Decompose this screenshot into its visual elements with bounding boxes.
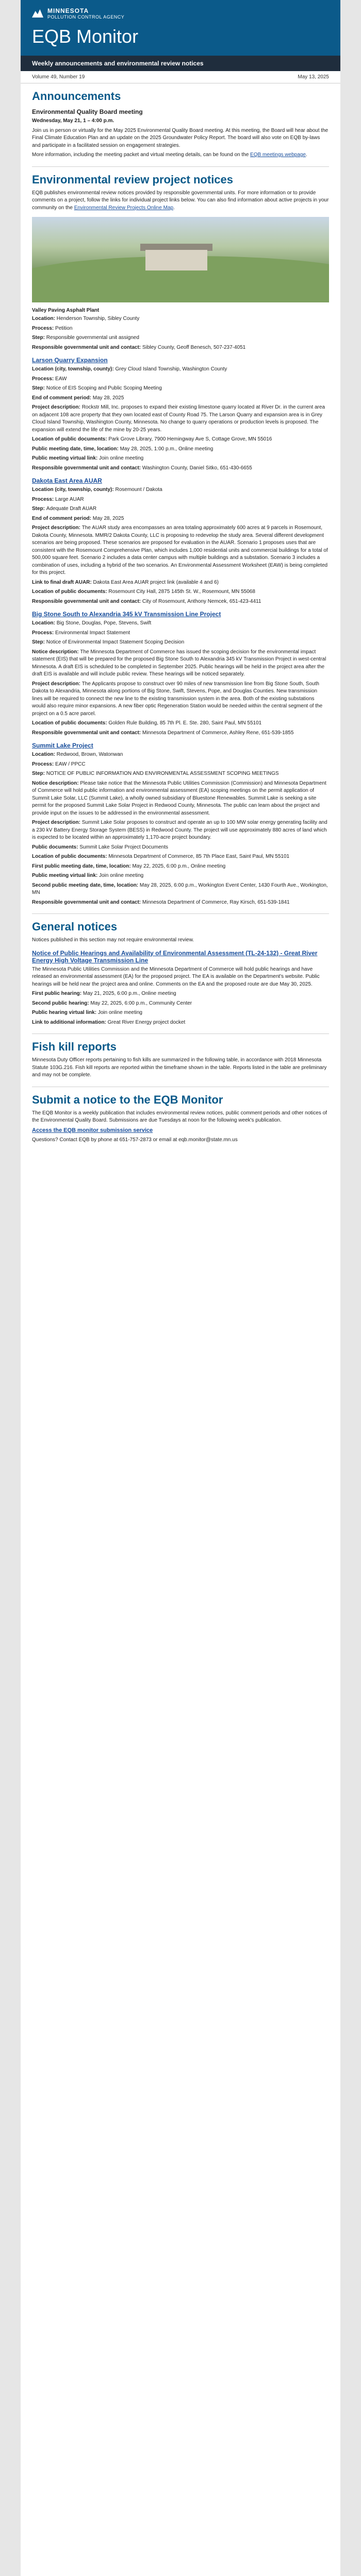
project-field: [32, 853, 329, 861]
field-label: Location (city, township, county):: [32, 366, 116, 372]
field-label: Step:: [32, 385, 46, 391]
project-title: Valley Paving Asphalt Plant: [32, 308, 100, 313]
field-value: Summit Lake Solar proposes to construct and operate an up to 100 MW solar energy generating facility and a 230 kV Battery Energy Storage System (BESS) in Redwood County. The project will use approximately 880 acres of land which is expected to be located within an approximately 1,170-acre project boundary.: [32, 820, 327, 840]
project-field: [32, 761, 329, 769]
field-value: Responsible governmental unit assigned: [46, 335, 139, 341]
field-value: Great River Energy project docket: [107, 1019, 186, 1025]
brand: [32, 7, 329, 20]
project-field: [32, 872, 329, 880]
field-value: May 21, 2025, 6:00 p.m., Online meeting: [83, 991, 176, 996]
event-title: Environmental Quality Board meeting: [32, 108, 143, 115]
field-label: End of comment period:: [32, 515, 93, 521]
field-value: Join online meeting: [99, 873, 144, 878]
project-field: [32, 751, 329, 759]
project-field: [32, 334, 329, 342]
photo-building: [145, 250, 207, 270]
project-field: [32, 579, 329, 587]
general-heading: General notices: [32, 920, 118, 933]
env-review-intro-text: EQB publishes environmental review notices provided by responsible governmental units. For more information or to provide comments on a project, follow the links for individual project links below. You can also find information about active projects in your community on the: [32, 190, 329, 211]
general-field: [32, 1009, 329, 1017]
project-field: [32, 496, 329, 504]
tagline: Weekly announcements and environmental review notices: [21, 56, 340, 71]
field-label: Public hearing virtual link:: [32, 1010, 98, 1015]
field-value: Adequate Draft AUAR: [46, 506, 97, 512]
field-label: Location of public documents:: [32, 854, 109, 859]
field-value: Rosemount City Hall, 2875 145th St. W., Rosemount, MN 55068: [108, 589, 255, 595]
general-field: [32, 1000, 329, 1008]
field-label: Public documents:: [32, 844, 80, 850]
project-field: [32, 486, 329, 494]
project-field: [32, 649, 329, 679]
field-value: The AUAR study area encompasses an area totaling approximately 600 acres at 9 parcels in Rosemount, Dakota County, Minnesota. MMR/2 Dakota County, LLC is proposing to redevelop the study area. Several different development scenarios are being proposed. These scenarios are proposed for evaluation in the AUAR. Scenario 1 proposes uses that are consistent with the Rosemount Comprehensive Plan, which includes 1,000 residential units and commercial buildings for a total of 500,000 square feet. Scenario 2 includes a data center campus with multiple buildings and a substation. Scenario 3 includes a combination of uses, including a hybrid of the two scenarios. An Environmental Assessment Worksheet (EAW) is being completed for this project.: [32, 525, 328, 575]
field-value: May 28, 2025, 1:00 p.m., Online meeting: [120, 446, 214, 452]
field-label: Responsible governmental unit and contact:: [32, 730, 142, 736]
general-field: [32, 990, 329, 998]
field-value: Join online meeting: [99, 455, 144, 461]
field-value: Big Stone, Douglas, Pope, Stevens, Swift: [56, 620, 152, 626]
field-label: Project description:: [32, 820, 82, 825]
project-field: [32, 315, 329, 323]
project-field: [32, 465, 329, 472]
field-value: Summit Lake Solar Project Documents: [79, 844, 168, 850]
field-label: Notice description:: [32, 649, 80, 655]
field-label: Responsible governmental unit and contact:: [32, 344, 142, 350]
divider: [32, 1033, 329, 1034]
submit-body: The EQB Monitor is a weekly publication that includes environmental review notices, public comment periods and other notices of the Environmental Quality Board. Submissions are due Tuesdays at noon for the following week's publication.: [32, 1110, 327, 1123]
project-field: [32, 376, 329, 383]
project-field: [32, 863, 329, 871]
divider: [32, 166, 329, 167]
project-field: [32, 515, 329, 523]
field-value: The Minnesota Department of Commerce has issued the scoping decision for the environmental impact statement (EIS) that will be prepared for the proposed Big Stone South to Alexandria 345 kV Transmission Project in west-central Minnesota. A draft EIS is scheduled to be completed in September 2025. Public hearings will be held in the project area after the draft EIS is available and will include public review. These hearings will be noticed separately.: [32, 649, 326, 677]
field-value: Notice of Environmental Impact Statement Scoping Decision: [46, 639, 185, 645]
field-label: Public meeting date, time, location:: [32, 446, 120, 452]
project-field: [32, 780, 329, 818]
project-field: [32, 720, 329, 727]
field-label: Location of public documents:: [32, 589, 109, 595]
issue-meta: [21, 71, 340, 83]
event-body: Join us in person or virtually for the May 2025 Environmental Quality Board meeting. At this meeting, the Board will hear about the Final Climate Education Plan and an update on the 2025 Groundwater Policy Report. The board will also vote on EQB by-laws and participate in a facilitated session on engagement strategies.: [32, 127, 329, 148]
project-field: [32, 325, 329, 333]
project-item: [32, 357, 329, 472]
project-field: [32, 882, 329, 897]
field-value: Rosemount / Dakota: [115, 487, 162, 493]
project-item: [32, 308, 329, 351]
general-notice-body: The Minnesota Public Utilities Commission and the Minnesota Department of Commerce will hold public hearings and have released an environmental assessment (EA) for the proposed project. The EA is available on the Department's website. Public hearings will be held near the project area and online. Comments on the EA and the proposed route are due May 30, 2025.: [32, 966, 320, 987]
field-value: Redwood, Brown, Watonwan: [56, 752, 123, 757]
project-field: [32, 770, 329, 778]
project-field: [32, 404, 329, 434]
project-title-link[interactable]: Dakota East Area AUAR: [32, 477, 102, 484]
project-field: [32, 385, 329, 393]
newsletter: [21, 0, 340, 2576]
content: [21, 90, 340, 1144]
field-label: Second public hearing:: [32, 1000, 91, 1006]
field-value: Henderson Township, Sibley County: [56, 316, 140, 321]
project-field: [32, 598, 329, 606]
field-value: May 28, 2025: [92, 395, 124, 401]
masthead-title: EQB Monitor: [32, 26, 139, 47]
issue-volume: Volume 49, Number 19: [32, 74, 85, 80]
field-label: Public meeting virtual link:: [32, 455, 100, 461]
brand-name: MINNESOTA: [47, 7, 89, 14]
field-label: Process:: [32, 376, 56, 382]
event-more-text: More information, including the meeting packet and virtual meeting details, can be found on the: [32, 152, 249, 158]
project-field: [32, 899, 329, 907]
field-value: Join online meeting: [97, 1010, 142, 1015]
event-more: More information, including the meeting packet and virtual meeting details, can be found on the EQB meetings webpage.: [32, 152, 307, 158]
field-label: Step:: [32, 771, 46, 776]
project-field: [32, 366, 329, 374]
project-field: [32, 819, 329, 842]
project-field: [32, 395, 329, 402]
field-label: Step:: [32, 335, 46, 341]
field-label: Process:: [32, 630, 56, 636]
field-value: Sibley County, Geoff Benesch, 507-237-4051: [142, 344, 246, 350]
brand-sub: POLLUTION CONTROL AGENCY: [47, 14, 125, 20]
field-label: Location:: [32, 752, 57, 757]
field-label: Responsible governmental unit and contact:: [32, 899, 142, 905]
state-logo-icon: [32, 9, 43, 18]
env-review-intro: EQB publishes environmental review notices provided by responsible governmental units. For more information or to provide comments on a project, follow the links for individual project links below. You can also find information about active projects in your community on the Environmental Review Projects Online Map.: [32, 190, 329, 211]
field-value: Rockstr Mill, Inc. proposes to expand their existing limestone quarry located at River Dr. in the current area on adjacent 108 acre property that they own located east of County Road 75. The Larson Quarry and expansion area is in Grey Cloud Island Township, Washington County, Minnesota. No change to quarry operations or production levels is proposed. The expansion will extend the life of the mine by 20-25 years.: [32, 404, 325, 433]
field-label: Process:: [32, 325, 56, 331]
field-label: Responsible governmental unit and contact:: [32, 598, 142, 604]
divider: [32, 913, 329, 914]
field-value: Golden Rule Building, 85 7th Pl. E. Ste. 280, Saint Paul, MN 55101: [108, 720, 262, 726]
submit-contact: Questions? Contact EQB by phone at 651-757-2873 or email at eqb.monitor@state.mn.us: [32, 1137, 238, 1143]
submission-service-link[interactable]: Access the EQB monitor submission service: [32, 1127, 153, 1133]
field-label: Process:: [32, 496, 56, 502]
field-label: Responsible governmental unit and contact:: [32, 465, 142, 471]
general-intro: Notices published in this section may not require environmental review.: [32, 937, 194, 943]
project-field: [32, 455, 329, 463]
field-value: EAW: [55, 376, 67, 382]
field-value: Minnesota Department of Commerce, Ashley Rene, 651-539-1855: [142, 730, 294, 736]
field-value: May 28, 2025, 6:00 p.m., Workington Event Center, 1430 Fourth Ave., Workington, MN: [32, 882, 328, 895]
field-label: Project description:: [32, 404, 82, 410]
project-title-link[interactable]: Larson Quarry Expansion: [32, 357, 108, 364]
field-value: Large AUAR: [55, 496, 84, 502]
general-list: [32, 950, 329, 1027]
project-field: [32, 588, 329, 596]
submit-heading: Submit a notice to the EQB Monitor: [32, 1093, 223, 1106]
field-value: EAW / PPCC: [55, 761, 86, 767]
masthead: [21, 0, 340, 56]
field-label: Project description:: [32, 681, 82, 687]
field-value: May 28, 2025: [92, 515, 124, 521]
field-value: Please take notice that the Minnesota Public Utilities Commission (Commission) and Minnesota Department of Commerce will hold public information and environmental assessment (EA) scoping meetings on the permit application of Summit Lake Solar, LLC (Summit Lake), a wholly owned subsidiary of Bluestone Renewables. Summit Lake is seeking a site permit for the proposed Summit Lake Solar Project in Redwood County, Minnesota. The public can learn about the project and provide input on the issues to be addressed in the environmental assessment.: [32, 780, 326, 816]
field-value: The Applicants propose to construct over 90 miles of new transmission line from Big Stone South, South Dakota to Alexandria, Minnesota along portions of Big Stone, Swift, Stevens, Pope, and Douglas Counties. New transmission lines will be required to connect the new line to the existing transmission system in the area. Both of the existing substations would also require minor expansions. A new fiber optic Regeneration Station would be needed within the central segment of the project on a 0.5 acre parcel.: [32, 681, 323, 717]
project-item: [32, 611, 329, 737]
field-value: Washington County, Daniel Sitko, 651-430-6655: [142, 465, 252, 471]
field-value: Minnesota Department of Commerce, 85 7th Place East, Saint Paul, MN 55101: [108, 854, 290, 859]
field-label: Location:: [32, 620, 57, 626]
eqb-meetings-link[interactable]: EQB meetings webpage: [250, 152, 306, 158]
field-value: Environmental Impact Statement: [55, 630, 130, 636]
field-label: Location (city, township, county):: [32, 487, 116, 493]
general-notice-title[interactable]: Notice of Public Hearings and Availability of Environmental Assessment (TL-24-132) - Great River Energy High Voltage Transmission Line: [32, 949, 318, 964]
project-item: [32, 742, 329, 906]
general-field: [32, 1019, 329, 1027]
projects-map-link[interactable]: Environmental Review Projects Online Map: [74, 205, 174, 211]
field-value: City of Rosemount, Anthony Nemcek, 651-423-4411: [142, 598, 261, 604]
field-value: NOTICE OF PUBLIC INFORMATION AND ENVIRONMENTAL ASSESSMENT SCOPING MEETINGS: [46, 771, 279, 776]
field-label: First public hearing:: [32, 991, 83, 996]
project-photo: [32, 217, 329, 302]
field-label: Notice description:: [32, 780, 80, 786]
field-label: Step:: [32, 506, 46, 512]
field-label: End of comment period:: [32, 395, 93, 401]
field-label: Link to final draft AUAR:: [32, 579, 93, 585]
field-value: Grey Cloud Island Township, Washington County: [115, 366, 227, 372]
project-field: [32, 620, 329, 628]
project-field: [32, 639, 329, 647]
field-value: Minnesota Department of Commerce, Ray Kirsch, 651-539-1841: [142, 899, 290, 905]
field-value: Dakota East Area AUAR project link (available 4 and 6): [93, 579, 219, 585]
project-field: [32, 505, 329, 513]
field-label: Second public meeting date, time, location:: [32, 882, 140, 888]
project-field: [32, 630, 329, 637]
project-field: [32, 436, 329, 444]
field-label: Location:: [32, 316, 57, 321]
announcements-heading: Announcements: [32, 90, 121, 103]
field-value: May 22, 2025, 6:00 p.m., Community Center: [90, 1000, 192, 1006]
project-title-link[interactable]: Summit Lake Project: [32, 742, 93, 749]
project-field: [32, 730, 329, 737]
project-field: [32, 681, 329, 718]
field-label: Location of public documents:: [32, 720, 109, 726]
field-label: Link to additional information:: [32, 1019, 108, 1025]
env-review-heading: Environmental review project notices: [32, 173, 234, 186]
field-label: First public meeting date, time, location:: [32, 863, 133, 869]
field-label: Location of public documents:: [32, 436, 109, 442]
field-value: May 22, 2025, 6:00 p.m., Online meeting: [132, 863, 226, 869]
fish-kill-body: Minnesota Duty Officer reports pertaining to fish kills are summarized in the following table, in accordance with 2018 Minnesota Statute 103G.216. Fish kill reports are reported within the timeframe shown in the table. Reports listed in the table are preliminary and may not be complete.: [32, 1057, 327, 1078]
field-value: Notice of EIS Scoping and Public Scoping Meeting: [46, 385, 162, 391]
project-field: [32, 446, 329, 453]
project-title-link[interactable]: Big Stone South to Alexandria 345 kV Transmission Line Project: [32, 611, 221, 618]
fish-kill-heading: Fish kill reports: [32, 1040, 117, 1053]
field-value: Park Grove Library, 7900 Hemingway Ave S, Cottage Grove, MN 55016: [108, 436, 272, 442]
project-item: [32, 477, 329, 605]
general-notice: [32, 950, 329, 1027]
field-value: Petition: [55, 325, 73, 331]
issue-date: May 13, 2025: [298, 74, 329, 80]
field-label: Process:: [32, 761, 56, 767]
project-field: [32, 844, 329, 852]
project-field: [32, 344, 329, 352]
field-label: Project description:: [32, 525, 82, 531]
project-field: [32, 524, 329, 577]
project-list: [32, 308, 329, 906]
event-when: Wednesday, May 21, 1 – 4:00 p.m.: [32, 118, 114, 124]
field-label: Step:: [32, 639, 46, 645]
field-label: Public meeting virtual link:: [32, 873, 100, 878]
